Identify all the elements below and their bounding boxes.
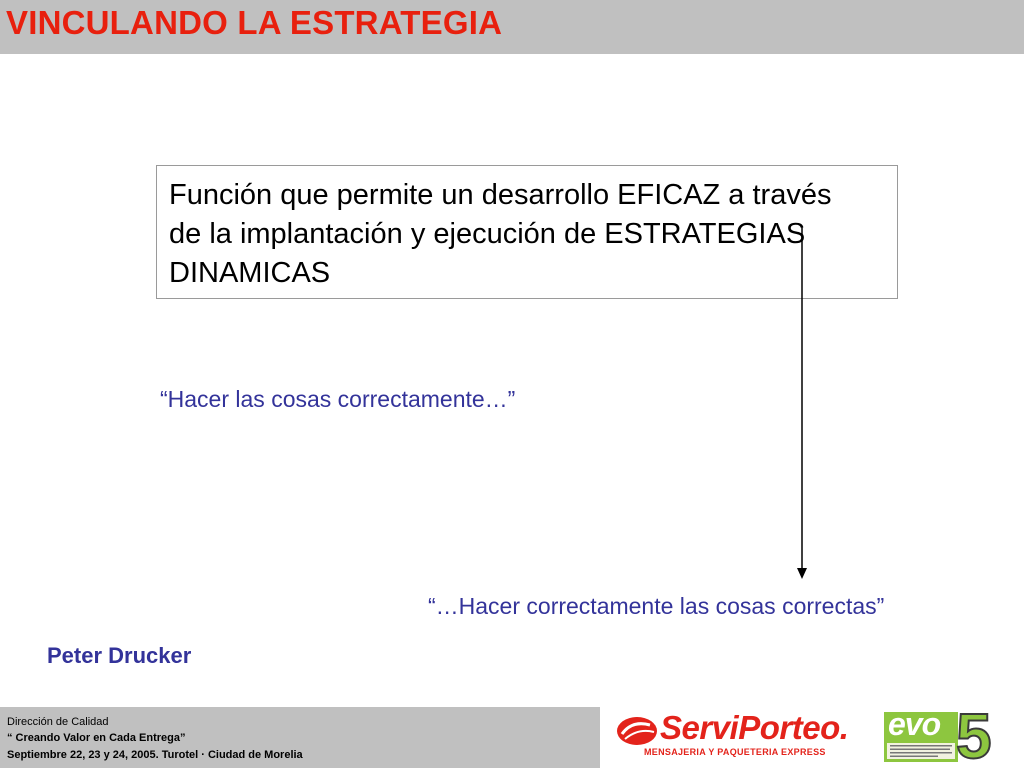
footer-department: Dirección de Calidad xyxy=(7,716,109,728)
definition-box xyxy=(156,165,898,299)
serviporteo-swirl-icon xyxy=(616,714,660,748)
definition-text: Función que permite un desarrollo EFICAZ a través de la implantación y ejecución de ESTRATEGIAS DINAMICAS xyxy=(169,179,832,289)
quote-efficiency: “Hacer las cosas correctamente…” xyxy=(160,386,516,412)
footer-event-date: Septiembre 22, 23 y 24, 2005. Turotel · Ciudad de Morelia xyxy=(7,749,303,761)
serviporteo-tagline: MENSAJERIA Y PAQUETERIA EXPRESS xyxy=(644,747,826,757)
serviporteo-logo xyxy=(616,711,864,763)
quote-effectiveness: “…Hacer correctamente las cosas correctas” xyxy=(428,593,885,619)
evo5-fineprint-icon xyxy=(887,743,955,759)
serviporteo-name: ServiPorteo. xyxy=(660,709,849,746)
title-bar xyxy=(0,0,1024,54)
footer-slogan: “ Creando Valor en Cada Entrega” xyxy=(7,732,186,744)
evo5-panel xyxy=(884,706,958,762)
evo5-word: evo xyxy=(888,706,941,742)
slide-title: VINCULANDO LA ESTRATEGIA xyxy=(6,4,503,41)
evo5-number: 5 xyxy=(956,700,992,772)
footer-logos xyxy=(600,700,1024,772)
footer-info xyxy=(0,707,600,768)
quote-author: Peter Drucker xyxy=(47,643,192,668)
evo5-logo xyxy=(884,700,1008,772)
down-arrow-icon xyxy=(794,227,810,579)
